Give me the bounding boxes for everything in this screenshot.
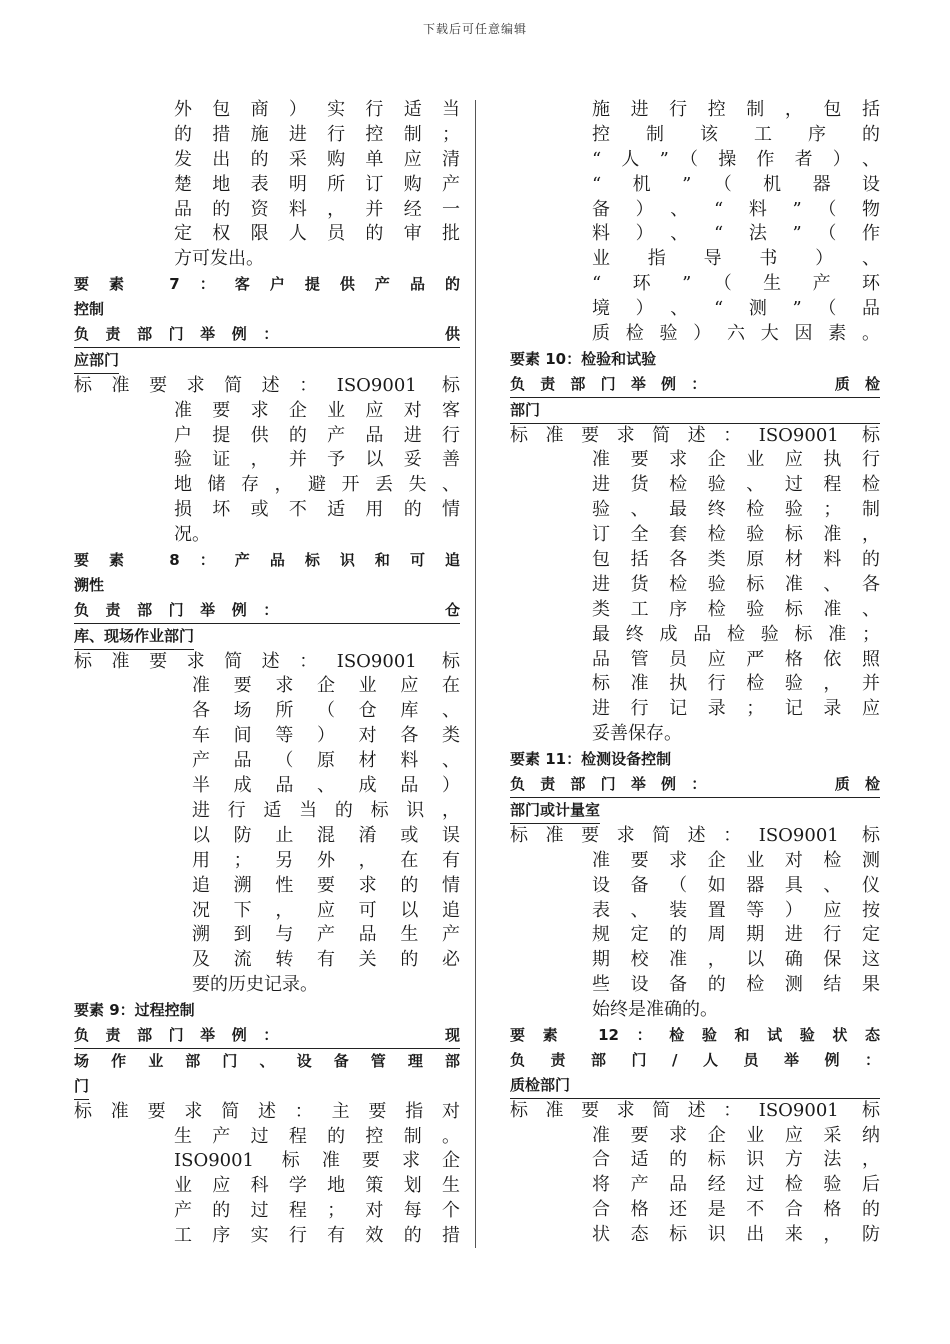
text-line: 订全套检验标准， <box>592 524 880 546</box>
text-line: 溯到与产品生产 <box>192 924 460 946</box>
text-line: 准要求企业应对客 <box>174 399 460 421</box>
text-line: 合格还是不合格的 <box>592 1199 880 1221</box>
text-line: 准要求企业应采纳 <box>592 1124 880 1146</box>
text-line: 准要求企业应在 <box>192 675 460 697</box>
text-line: 半成品、成品） <box>192 775 460 797</box>
section-heading-line: 要素 10：检验和试验 <box>510 349 657 368</box>
text-line: ISO9001 标准要求企 <box>174 1150 460 1172</box>
text-line: 合适的标识方法， <box>592 1149 880 1171</box>
text-line: 损坏或不适用的情 <box>174 499 460 521</box>
section-heading-line: 溯性 <box>74 575 105 594</box>
text-line: 方可发出。 <box>174 248 264 270</box>
text-line: 各场所（仓库、 <box>192 700 460 722</box>
text-line: 标准执行检验，并 <box>592 673 880 695</box>
text-line: 发出的采购单应清 <box>174 148 460 170</box>
section-heading-line: 门 <box>74 1074 89 1100</box>
text-line: 最终成品检验标准； <box>592 623 880 645</box>
text-line: 进行适当的标识， <box>192 799 460 821</box>
section-heading-line: 负责部门举例： 质检 <box>510 772 880 798</box>
text-line: 标准要求简述：ISO9001 标 <box>74 650 460 672</box>
text-line: 备）、“料”（物 <box>592 198 880 220</box>
text-line: 的措施进行控制； <box>174 123 460 145</box>
section-heading-line: 要素 7：客户提供产品的 <box>74 275 460 294</box>
text-line: 表、装置等）应按 <box>592 899 880 921</box>
text-line: 追溯性要求的情 <box>192 874 460 896</box>
section-heading-line: 要素 12：检验和试验状态 <box>510 1025 880 1044</box>
right-column <box>510 98 880 1248</box>
section-heading-line: 控制 <box>74 300 105 319</box>
section-heading-line: 应部门 <box>74 348 119 374</box>
text-line: 进货检验标准、各 <box>592 573 880 595</box>
text-line: 地储存，避开丢失、 <box>174 474 460 496</box>
text-line: 况下，应可以追 <box>192 899 460 921</box>
text-line: 以防止混淆或误 <box>192 824 460 846</box>
section-heading-line: 场作业部门、设备管理部 <box>74 1051 460 1070</box>
text-line: 楚地表明所订购产 <box>174 173 460 195</box>
text-line: 用；另外，在有 <box>192 849 460 871</box>
text-line: 些设备的检测结果 <box>592 974 880 996</box>
text-line: 定权限人员的审批 <box>174 223 460 245</box>
section-heading-line: 负责部门举例： 供 <box>74 322 460 348</box>
text-line: 施进行控制，包括 <box>592 99 880 120</box>
text-line: 标准要求简述：ISO9001 标 <box>510 1099 880 1121</box>
text-line: 要的历史记录。 <box>192 974 318 996</box>
section-heading-line: 要素 11：检测设备控制 <box>510 750 672 769</box>
text-line: 类工序检验标准、 <box>592 598 880 620</box>
section-heading-line: 库、现场作业部门 <box>74 624 194 650</box>
text-line: 进行记录；记录应 <box>592 698 880 720</box>
text-line: 标准要求简述：主要指对 <box>74 1100 460 1122</box>
text-line: 产品（原材料、 <box>192 750 460 772</box>
text-line: 标准要求简述：ISO9001 标 <box>510 824 880 846</box>
text-line: 况。 <box>174 524 210 546</box>
text-line: 品管员应严格依照 <box>592 648 880 670</box>
text-line: 质检验）六大因素。 <box>592 323 880 345</box>
text-line: 期校准，以确保这 <box>592 949 880 971</box>
text-line: 产的过程；对每个 <box>174 1200 460 1222</box>
text-line: 业指导书）、 <box>592 248 880 270</box>
text-line: 标准要求简述：ISO9001 标 <box>510 424 880 446</box>
section-heading-line: 部门或计量室 <box>510 798 600 824</box>
text-line: 料）、“法”（作 <box>592 223 880 245</box>
text-line: 进货检验、过程检 <box>592 474 880 496</box>
text-line: 始终是准确的。 <box>592 999 718 1021</box>
text-line: 业应科学地策划生 <box>174 1175 460 1197</box>
section-heading-line: 部门 <box>510 398 880 424</box>
text-line: 工序实行有效的措 <box>174 1225 460 1247</box>
text-line: 品的资料，并经一 <box>174 198 460 220</box>
text-line: 标准要求简述：ISO9001 标 <box>74 374 460 396</box>
section-heading-line: 质检部门 <box>510 1073 880 1099</box>
left-column <box>74 98 460 1249</box>
section-heading-line: 负责部门/人员举例： <box>510 1050 880 1069</box>
text-line: 验证，并予以妥善 <box>174 449 460 471</box>
column-divider <box>475 100 476 1248</box>
section-heading-line: 要素 9：过程控制 <box>74 1001 195 1020</box>
text-line: 状态标识出来，防 <box>592 1224 880 1246</box>
text-line: 规定的周期进行定 <box>592 924 880 946</box>
section-heading-line: 负责部门举例： 质检 <box>510 372 880 398</box>
text-line: 将产品经过检验后 <box>592 1174 880 1196</box>
text-line: 境）、“测”（品 <box>592 298 880 320</box>
text-line: 外包商）实行适当 <box>174 99 460 120</box>
text-line: 及流转有关的必 <box>192 949 460 971</box>
text-line: 妥善保存。 <box>592 723 682 745</box>
text-line: 验、最终检验；制 <box>592 499 880 521</box>
text-line: 户提供的产品进行 <box>174 424 460 446</box>
text-line: “机”（机器设 <box>592 173 880 195</box>
text-line: “人”（操作者）、 <box>592 148 880 170</box>
text-line: 准要求企业对检测 <box>592 849 880 871</box>
section-heading-line: 负责部门举例： 现 <box>74 1023 460 1049</box>
section-heading-line: 要素 8：产品标识和可追 <box>74 551 460 570</box>
text-line: “环”（生产环 <box>592 273 880 295</box>
text-line: 控制该工序的 <box>592 123 880 145</box>
text-line: 包括各类原材料的 <box>592 549 880 571</box>
text-line: 生产过程的控制。 <box>174 1125 460 1147</box>
section-heading-line: 负责部门举例： 仓 <box>74 598 460 624</box>
text-line: 车间等）对各类 <box>192 725 460 747</box>
text-line: 设备（如器具、仪 <box>592 874 880 896</box>
page-header: 下载后可任意编辑 <box>422 22 527 36</box>
text-line: 准要求企业应执行 <box>592 449 880 471</box>
